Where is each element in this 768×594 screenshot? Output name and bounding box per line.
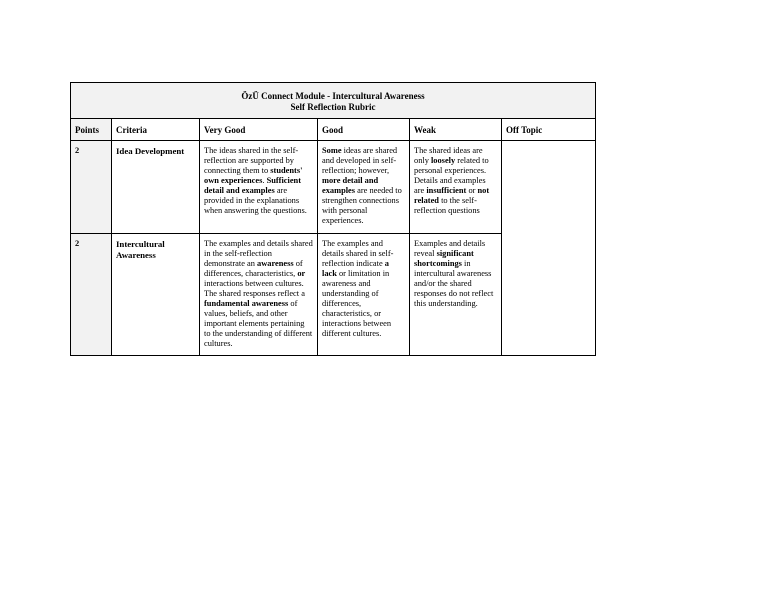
header-good: Good — [318, 119, 410, 141]
emphasized-text: more detail and examples — [322, 176, 379, 195]
description-text: to the self-reflection questions — [414, 196, 480, 215]
emphasized-text: not related — [414, 186, 490, 205]
rubric-table — [70, 82, 596, 356]
rubric-title — [71, 83, 596, 119]
emphasized-text: fundamental awareness — [204, 299, 289, 308]
emphasized-text: insufficient — [426, 186, 467, 195]
good-description — [318, 234, 410, 356]
description-text: interactions between cultures. The shared responses reflect a — [204, 279, 305, 298]
emphasized-text: Sufficient detail and examples — [204, 176, 302, 195]
header-row — [71, 119, 596, 141]
description-text: ideas are shared and developed in self-reflection; however, — [322, 146, 398, 175]
title-line-2: Self Reflection Rubric — [290, 101, 376, 112]
row-points: 2 — [71, 234, 112, 356]
header-points: Points — [71, 119, 112, 141]
emphasized-text: or — [297, 269, 306, 278]
description-text: related to personal experiences. Details and examples are — [414, 156, 489, 195]
weak-description — [410, 234, 502, 356]
very-good-description — [200, 141, 318, 234]
description-text: in intercultural awareness and/or the shared responses do not reflect this understanding. — [414, 259, 494, 308]
header-weak: Weak — [410, 119, 502, 141]
emphasized-text: significant shortcomings — [414, 249, 474, 268]
header-off-topic: Off Topic — [502, 119, 596, 141]
emphasized-text: loosely — [430, 156, 456, 165]
title-line-1: ÖzÜ Connect Module - Intercultural Awareness — [241, 90, 425, 101]
row-criteria: Intercultural Awareness — [112, 234, 200, 356]
very-good-description — [200, 234, 318, 356]
description-text: . — [262, 176, 267, 185]
table-row — [71, 141, 596, 234]
description-text: or limitation in awareness and understanding of differences, characteristics, or interactions between different cultures. — [322, 269, 392, 338]
description-text: of values, beliefs, and other important elements pertaining to the understanding of different cultures. — [204, 299, 313, 348]
description-text: Examples and details reveal — [414, 239, 486, 258]
description-text: The examples and details shared in self-reflection indicate — [322, 239, 394, 268]
emphasized-text: Some — [322, 146, 342, 155]
description-text: The examples and details shared in the self-reflection demonstrate an — [204, 239, 313, 268]
description-text: or — [466, 186, 478, 195]
row-points: 2 — [71, 141, 112, 234]
emphasized-text: awareness — [257, 259, 294, 268]
description-text: of differences, characteristics, — [204, 259, 303, 278]
emphasized-text: students' own experiences — [204, 166, 303, 185]
description-text: are provided in the explanations when answering the questions. — [204, 186, 307, 215]
weak-description — [410, 141, 502, 234]
off-topic-cell — [502, 141, 596, 356]
description-text: The ideas shared in the self-reflection are supported by connecting them to — [204, 146, 299, 175]
description-text: The shared ideas are only — [414, 146, 483, 165]
description-text: are needed to strengthen connections with personal experiences. — [322, 186, 402, 225]
row-criteria: Idea Development — [112, 141, 200, 234]
emphasized-text: a lack — [322, 259, 389, 278]
good-description — [318, 141, 410, 234]
header-very-good: Very Good — [200, 119, 318, 141]
header-criteria: Criteria — [112, 119, 200, 141]
title-row — [71, 83, 596, 119]
